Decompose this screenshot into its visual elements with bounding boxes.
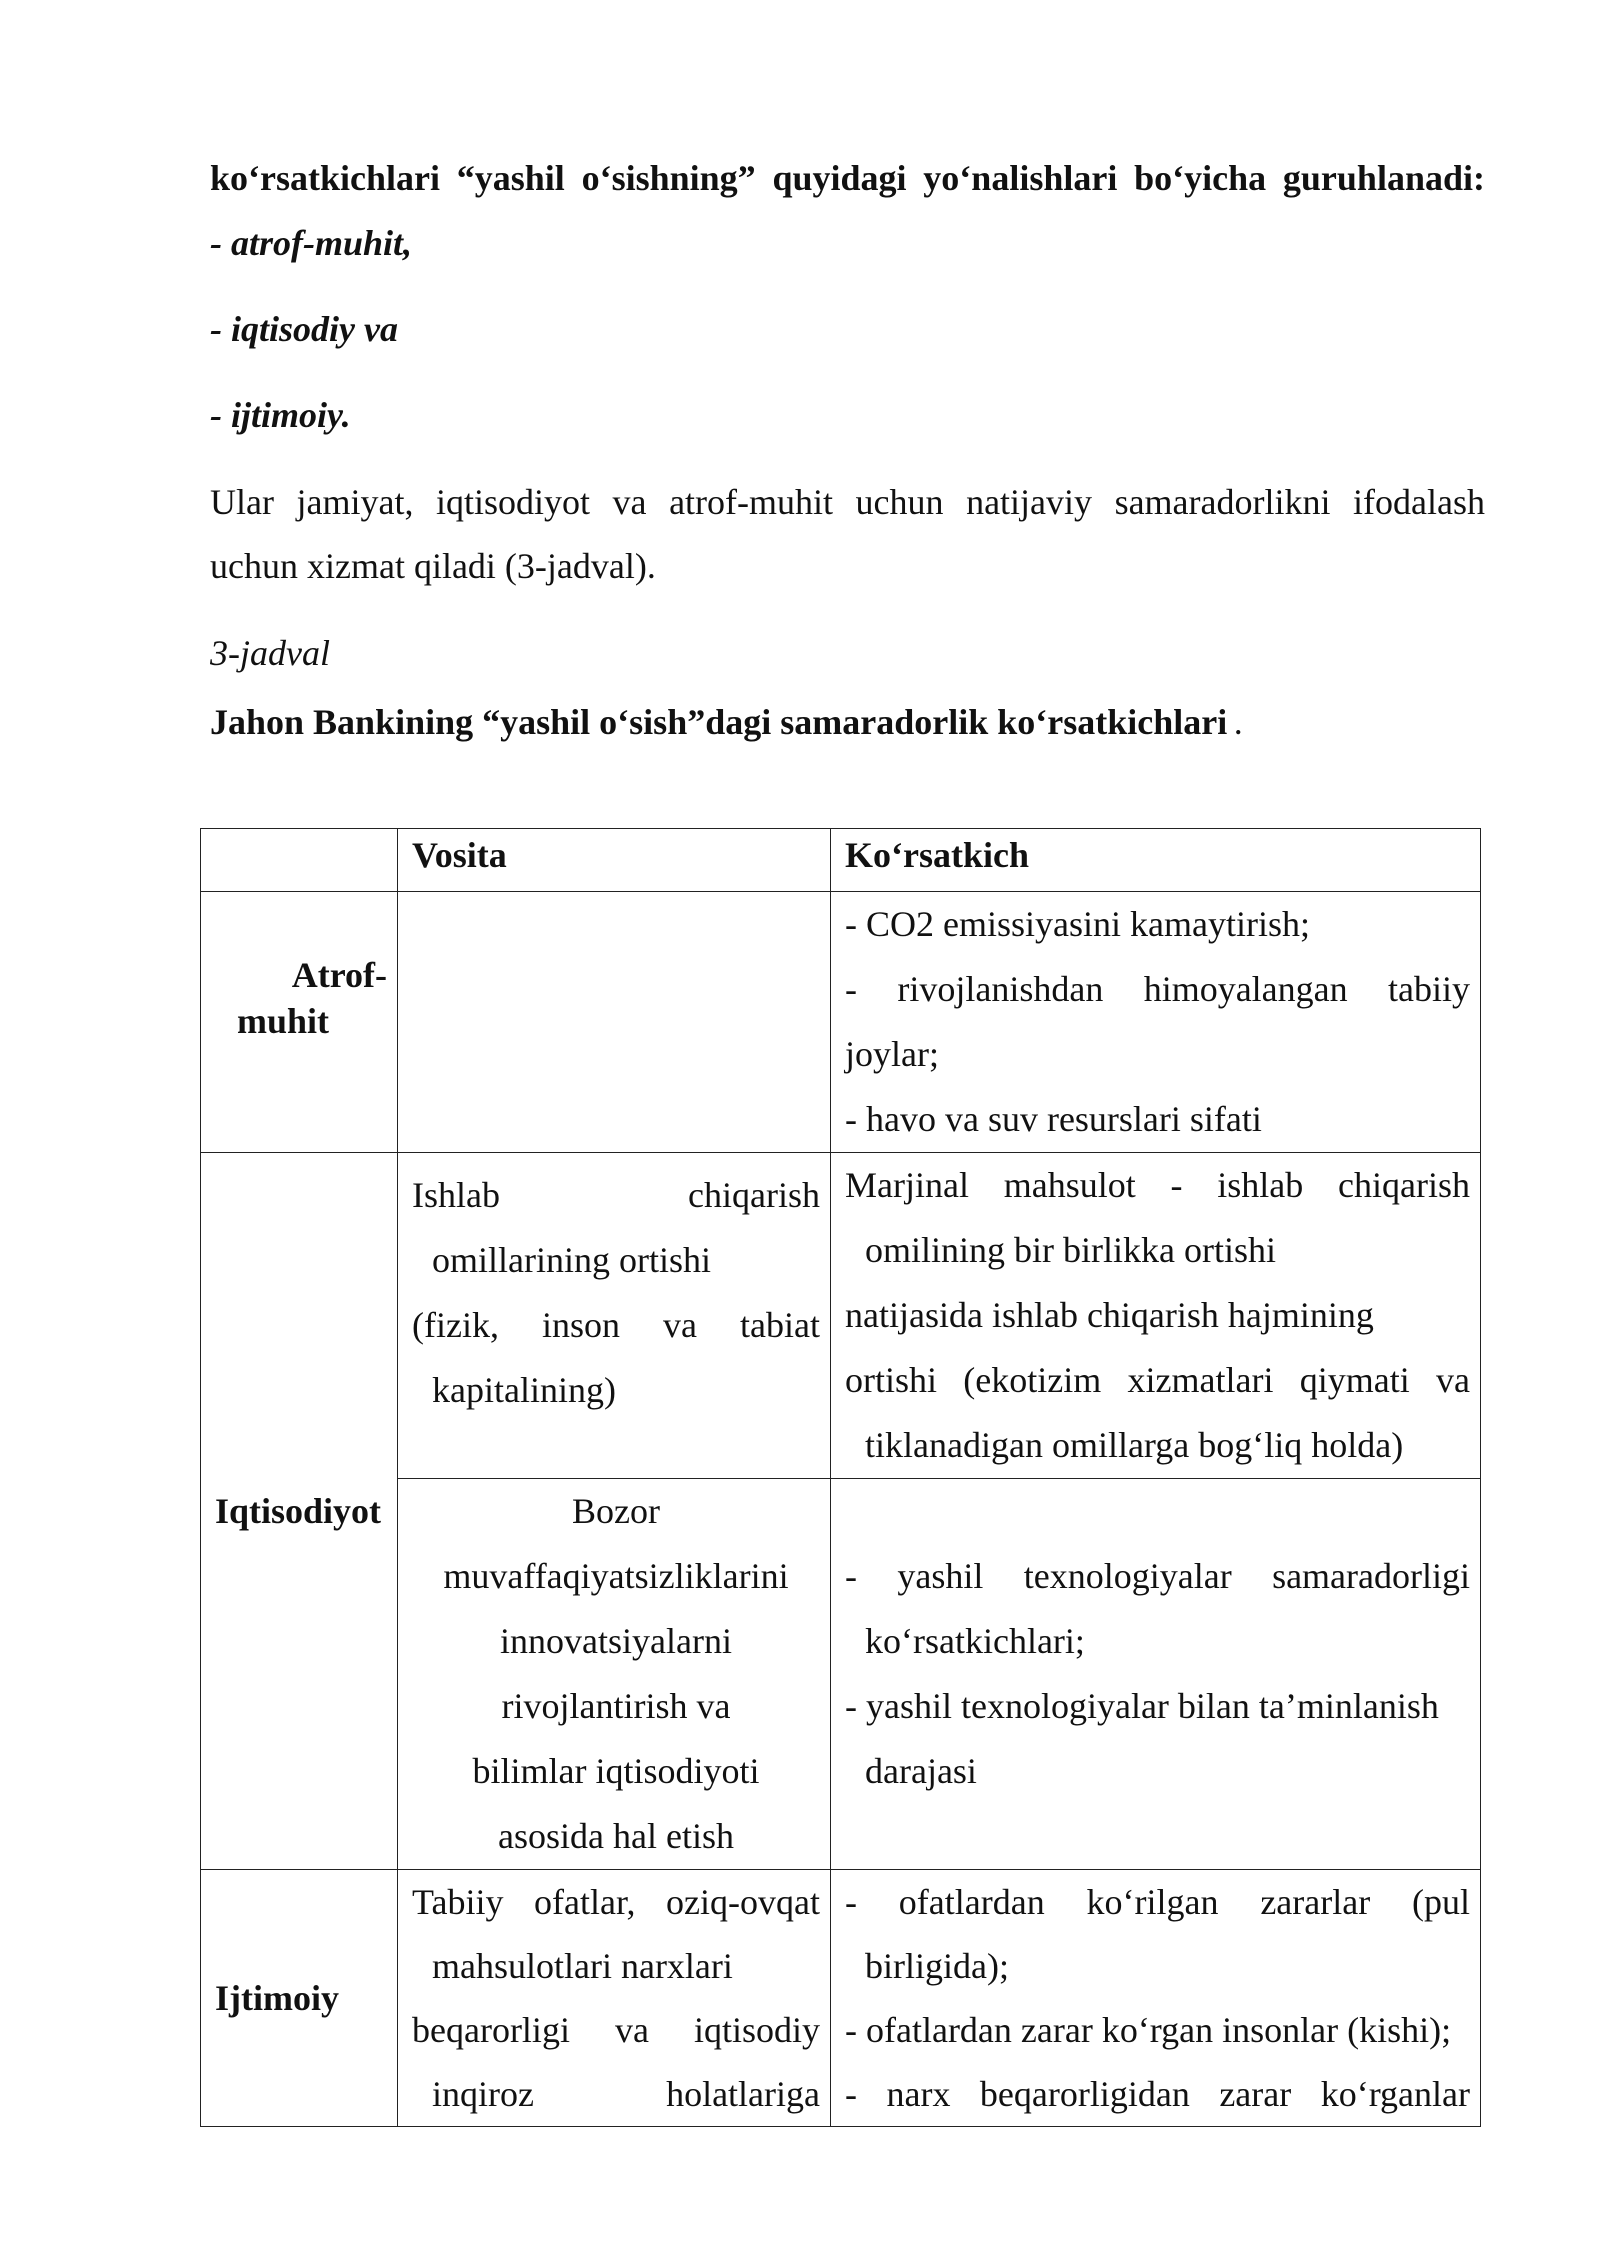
tool-line: bilimlar iqtisodiyoti [472,1751,760,1791]
indicator-line: ortishi (ekotizim xizmatlari qiymati va [845,1360,1470,1400]
tool-line: kapitalining) [432,1370,616,1410]
tool-line: mahsulotlari narxlari [432,1946,733,1986]
row-label-ijtimoiy: Ijtimoiy [201,1870,398,2127]
indicator-line: omilining bir birlikka ortishi [865,1230,1276,1270]
table-title-suffix: . [1233,702,1243,742]
indicator-line: joylar; [845,1034,939,1074]
indicator-line: darajasi [865,1751,977,1791]
indicator-line: - CO2 emissiyasini kamaytirish; [845,904,1310,944]
indicator-cell-ijtimoiy [831,1870,1481,2127]
tool-line: muvaffaqiyatsizliklarini [443,1556,789,1596]
row-label-atrof [201,892,398,1153]
direction-item: - iqtisodiy va [210,309,398,349]
indicator-line: - narx beqarorligidan zarar ko‘rganlar [845,2074,1470,2114]
direction-item: - ijtimoiy. [210,395,351,435]
table-row-atrof [201,892,1481,1153]
table-header-row [201,829,1481,892]
tool-line: inqiroz holatlariga [432,2074,820,2114]
indicator-line: natijasida ishlab chiqarish hajmining [845,1295,1374,1335]
indicator-cell-iqtisodiyot-1 [831,1153,1481,1479]
tool-cell-atrof [398,892,831,1153]
table-row-iqtisodiyot-1 [201,1153,1481,1479]
intro-lead: ko‘rsatkichlari “yashil o‘sishning” quyidagi yo‘nalishlari bo‘yicha guruhlanadi: [210,158,1485,198]
indicator-line: birligida); [865,1946,1009,1986]
indicators-table [200,828,1481,2127]
indicator-line: - havo va suv resurslari sifati [845,1099,1262,1139]
indicator-line: Marjinal mahsulot - ishlab chiqarish [845,1165,1470,1205]
tool-cell-iqtisodiyot-1 [398,1153,831,1479]
indicator-line: tiklanadigan omillarga bog‘liq holda) [865,1425,1404,1465]
header-cell-empty [201,829,398,892]
paragraph-line: Ular jamiyat, iqtisodiyot va atrof-muhit uchun natijaviy samaradorlikni ifodalash [210,482,1485,522]
indicator-line: - yashil texnologiyalar bilan ta’minlanish [845,1686,1439,1726]
tool-cell-ijtimoiy [398,1870,831,2127]
indicator-line: - yashil texnologiyalar samaradorligi [845,1556,1470,1596]
indicator-line: - rivojlanishdan himoyalangan tabiiy [845,969,1470,1009]
table-title [210,702,1485,746]
row-label-line: Atrof- [291,955,387,995]
tool-line: omillarining ortishi [432,1240,711,1280]
tool-line: Ishlab chiqarish [412,1175,820,1215]
direction-item: - atrof-muhit, [210,223,413,263]
tool-line: Tabiiy ofatlar, oziq-ovqat [412,1882,820,1922]
tool-cell-iqtisodiyot-2 [398,1479,831,1870]
indicator-line: - ofatlardan zarar ko‘rgan insonlar (kishi); [845,2010,1452,2050]
tool-line: beqarorligi va iqtisodiy [412,2010,820,2050]
indicator-line: ko‘rsatkichlari; [865,1621,1085,1661]
indicator-cell-atrof [831,892,1481,1153]
header-cell-vosita: Vosita [398,829,831,892]
row-label-line: muhit [237,1001,330,1041]
table-row-ijtimoiy [201,1870,1481,2127]
header-cell-korsatkich: Ko‘rsatkich [831,829,1481,892]
row-label-iqtisodiyot: Iqtisodiyot [201,1153,398,1870]
indicator-cell-iqtisodiyot-2 [831,1479,1481,1870]
paragraph-line: uchun xizmat qiladi (3-jadval). [210,546,656,586]
tool-line: asosida hal etish [498,1816,734,1856]
tool-line: (fizik, inson va tabiat [412,1305,820,1345]
indicator-line: - ofatlardan ko‘rilgan zararlar (pul [845,1882,1470,1922]
tool-line: rivojlantirish va [501,1686,731,1726]
table-title-text: Jahon Bankining “yashil o‘sish”dagi samaradorlik ko‘rsatkichlari [210,702,1228,742]
tool-line: innovatsiyalarni [500,1621,732,1661]
table-number: 3-jadval [210,633,330,673]
tool-line: Bozor [572,1491,660,1531]
